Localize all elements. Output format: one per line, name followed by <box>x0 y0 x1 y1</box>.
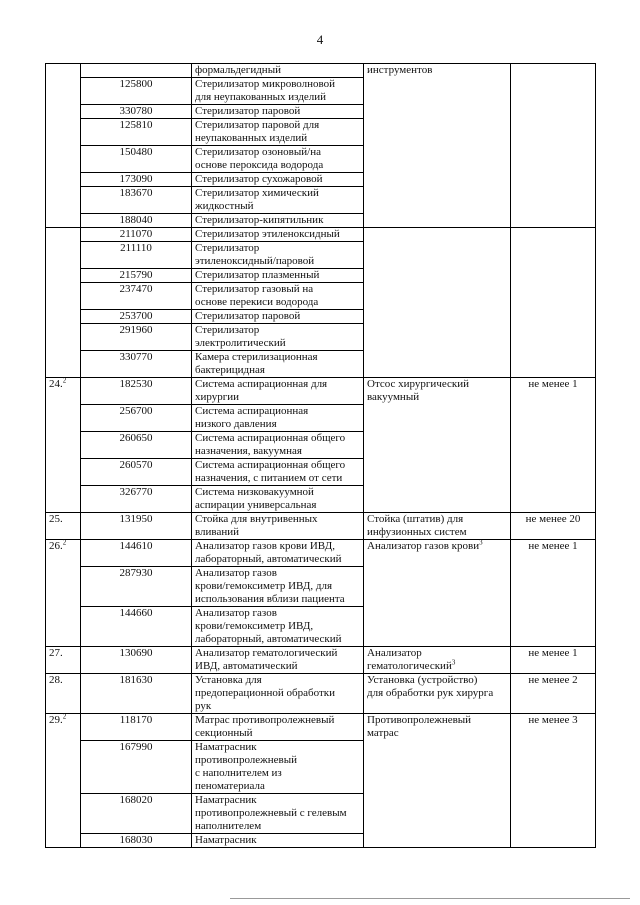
required-quantity <box>511 228 596 378</box>
table-row <box>46 647 596 674</box>
item-number-cell <box>46 64 81 228</box>
item-number: 25. <box>49 513 63 525</box>
device-name-line: назначения, вакуумная <box>195 445 302 457</box>
device-name <box>192 64 364 78</box>
equipment-table-body <box>46 64 596 848</box>
device-name <box>192 834 364 848</box>
item-number-cell <box>46 228 81 378</box>
equipment-type-line <box>367 660 507 673</box>
device-name <box>192 647 364 674</box>
device-code: 125810 <box>81 119 192 146</box>
device-name <box>192 351 364 378</box>
device-name-line: Система аспирационная <box>195 405 309 417</box>
device-name <box>192 310 364 324</box>
equipment-type-text: Отсос хирургический <box>367 378 470 390</box>
device-name-line: Система аспирационная общего <box>195 432 346 444</box>
equipment-type <box>364 674 511 714</box>
equipment-type-line <box>367 714 507 727</box>
required-quantity: не менее 1 <box>511 540 596 647</box>
device-name <box>192 794 364 834</box>
equipment-type-line <box>367 391 507 404</box>
item-number: 26. <box>49 540 63 552</box>
equipment-type-line <box>367 513 507 526</box>
device-name-line: Стойка для внутривенных <box>195 513 318 525</box>
device-name-line: Наматрасник <box>195 741 257 753</box>
device-name-line: электролитический <box>195 337 286 349</box>
device-name-line: Стерилизатор озоновый/на <box>195 146 321 158</box>
device-name-line: предоперационной обработки <box>195 687 336 699</box>
device-name <box>192 378 364 405</box>
device-code: 182530 <box>81 378 192 405</box>
device-code: 150480 <box>81 146 192 173</box>
device-name <box>192 714 364 741</box>
device-code: 211110 <box>81 242 192 269</box>
equipment-type <box>364 228 511 378</box>
device-code: 330780 <box>81 105 192 119</box>
device-name-line: Анализатор газов крови ИВД, <box>195 540 335 552</box>
device-name <box>192 607 364 647</box>
device-name <box>192 214 364 228</box>
equipment-type-line <box>367 687 507 700</box>
equipment-type-line <box>367 727 507 740</box>
device-code: 326770 <box>81 486 192 513</box>
device-name-line: Стерилизатор химический <box>195 187 319 199</box>
equipment-type-text: инфузионных систем <box>367 526 467 538</box>
device-name-line: Анализатор гематологический <box>195 647 338 659</box>
item-number-footnote: 2 <box>62 538 67 547</box>
device-code: 131950 <box>81 513 192 540</box>
device-name-line: Анализатор газов <box>195 567 277 579</box>
equipment-type-line <box>367 540 507 553</box>
device-name-line: Стерилизатор плазменный <box>195 269 320 281</box>
device-code: 181630 <box>81 674 192 714</box>
device-code: 256700 <box>81 405 192 432</box>
device-name <box>192 187 364 214</box>
required-quantity <box>511 64 596 228</box>
item-number: 29. <box>49 714 63 726</box>
required-quantity: не менее 1 <box>511 647 596 674</box>
device-code: 183670 <box>81 187 192 214</box>
equipment-type-text: инструментов <box>367 64 433 76</box>
device-code: 215790 <box>81 269 192 283</box>
device-name-line: Установка для <box>195 674 262 686</box>
table-row <box>46 64 596 78</box>
required-quantity: не менее 2 <box>511 674 596 714</box>
device-name <box>192 513 364 540</box>
device-name-line: Система аспирационная общего <box>195 459 346 471</box>
device-name <box>192 486 364 513</box>
device-name-line: жидкостный <box>195 200 254 212</box>
device-name-line: рук <box>195 700 212 712</box>
table-row <box>46 540 596 567</box>
item-number-footnote: 2 <box>62 376 67 385</box>
equipment-type-text: Противопролежневый <box>367 714 472 726</box>
equipment-type <box>364 714 511 848</box>
device-name-line: Анализатор газов <box>195 607 277 619</box>
device-name-line: с наполнителем из <box>195 767 282 779</box>
device-name-line: Стерилизатор газовый на <box>195 283 314 295</box>
device-name <box>192 242 364 269</box>
device-name <box>192 674 364 714</box>
device-name-line: лабораторный, автоматический <box>195 633 342 645</box>
equipment-type-footnote: 3 <box>451 658 456 667</box>
equipment-type-line <box>367 64 507 77</box>
device-name-line: основе пероксида водорода <box>195 159 324 171</box>
table-row <box>46 674 596 714</box>
device-name <box>192 105 364 119</box>
item-number-footnote: 2 <box>62 712 67 721</box>
device-name-line: крови/гемоксиметр ИВД, для <box>195 580 333 592</box>
device-name-line: хирургии <box>195 391 240 403</box>
required-quantity: не менее 3 <box>511 714 596 848</box>
device-code: 173090 <box>81 173 192 187</box>
item-number-cell <box>46 647 81 674</box>
item-number-cell <box>46 378 81 513</box>
table-row <box>46 378 596 405</box>
device-name <box>192 324 364 351</box>
equipment-type-line <box>367 674 507 687</box>
equipment-type <box>364 513 511 540</box>
device-name-line: ИВД, автоматический <box>195 660 298 672</box>
device-name <box>192 173 364 187</box>
device-name-line: крови/гемоксиметр ИВД, <box>195 620 314 632</box>
equipment-type-text: Анализатор газов крови <box>367 540 480 552</box>
device-name-line: Стерилизатор паровой <box>195 105 301 117</box>
device-code: 330770 <box>81 351 192 378</box>
equipment-type-text: гематологический <box>367 660 452 672</box>
device-name-line: противопролежневый <box>195 754 298 766</box>
table-row <box>46 513 596 540</box>
device-name-line: Стерилизатор микроволновой <box>195 78 336 90</box>
device-name-line: бактерицидная <box>195 364 265 376</box>
device-name-line: формальдегидный <box>195 64 281 76</box>
device-code: 211070 <box>81 228 192 242</box>
device-name <box>192 283 364 310</box>
table-row <box>46 714 596 741</box>
device-name-line: Стерилизатор паровой <box>195 310 301 322</box>
device-code: 291960 <box>81 324 192 351</box>
equipment-type <box>364 540 511 647</box>
device-code: 260570 <box>81 459 192 486</box>
device-name-line: Стерилизатор <box>195 324 260 336</box>
item-number: 24. <box>49 378 63 390</box>
item-number-cell <box>46 513 81 540</box>
device-name-line: лабораторный, автоматический <box>195 553 342 565</box>
device-name-line: наполнителем <box>195 820 262 832</box>
device-name-line: этиленоксидный/паровой <box>195 255 315 267</box>
device-name-line: Стерилизатор этиленоксидный <box>195 228 340 240</box>
device-name-line: пеноматериала <box>195 780 265 792</box>
equipment-type <box>364 647 511 674</box>
device-name-line: использования вблизи пациента <box>195 593 345 605</box>
device-name <box>192 405 364 432</box>
page-edge-line <box>230 898 630 899</box>
device-code: 118170 <box>81 714 192 741</box>
device-code: 168030 <box>81 834 192 848</box>
device-code: 237470 <box>81 283 192 310</box>
equipment-type-footnote: 3 <box>479 538 483 547</box>
page-number: 4 <box>316 32 324 47</box>
device-name-line: назначения, с питанием от сети <box>195 472 343 484</box>
device-name <box>192 78 364 105</box>
device-name <box>192 269 364 283</box>
device-name <box>192 567 364 607</box>
required-quantity: не менее 1 <box>511 378 596 513</box>
equipment-type-line <box>367 526 507 539</box>
device-name-line: Стерилизатор паровой для <box>195 119 320 131</box>
device-code: 287930 <box>81 567 192 607</box>
device-name <box>192 540 364 567</box>
item-number-cell <box>46 714 81 848</box>
device-name-line: Стерилизатор сухожаровой <box>195 173 323 185</box>
device-name-line: Камера стерилизационная <box>195 351 318 363</box>
device-name <box>192 741 364 794</box>
device-name <box>192 228 364 242</box>
device-name-line: аспирации универсальная <box>195 499 317 511</box>
device-name-line: низкого давления <box>195 418 277 430</box>
required-quantity: не менее 20 <box>511 513 596 540</box>
device-code: 253700 <box>81 310 192 324</box>
table-row <box>46 228 596 242</box>
device-name-line: противопролежневый с гелевым <box>195 807 347 819</box>
equipment-type-text: матрас <box>367 727 399 739</box>
device-name-line: секционный <box>195 727 253 739</box>
device-code: 188040 <box>81 214 192 228</box>
device-name <box>192 459 364 486</box>
device-name-line: Система низковакуумной <box>195 486 314 498</box>
equipment-type-text: Стойка (штатив) для <box>367 513 464 525</box>
equipment-type-text: Анализатор <box>367 647 422 659</box>
device-code <box>81 64 192 78</box>
device-name-line: Наматрасник <box>195 834 257 846</box>
device-code: 125800 <box>81 78 192 105</box>
equipment-type-line <box>367 378 507 391</box>
device-name-line: для неупакованных изделий <box>195 91 327 103</box>
device-code: 144660 <box>81 607 192 647</box>
device-code: 260650 <box>81 432 192 459</box>
device-code: 144610 <box>81 540 192 567</box>
device-name <box>192 119 364 146</box>
equipment-type-text: вакуумный <box>367 391 420 403</box>
equipment-type-text: для обработки рук хирурга <box>367 687 494 699</box>
device-name <box>192 146 364 173</box>
equipment-type-text: Установка (устройство) <box>367 674 478 686</box>
item-number-cell <box>46 540 81 647</box>
device-name-line: Стерилизатор <box>195 242 260 254</box>
device-name-line: Стерилизатор-кипятильник <box>195 214 324 226</box>
item-number: 28. <box>49 674 63 686</box>
device-code: 167990 <box>81 741 192 794</box>
device-name-line: вливаний <box>195 526 240 538</box>
equipment-type <box>364 378 511 513</box>
item-number: 27. <box>49 647 63 659</box>
equipment-type-line <box>367 647 507 660</box>
equipment-table <box>45 63 596 848</box>
device-name-line: Система аспирационная для <box>195 378 328 390</box>
device-name-line: основе перекиси водорода <box>195 296 319 308</box>
device-name-line: Наматрасник <box>195 794 257 806</box>
device-code: 130690 <box>81 647 192 674</box>
item-number-cell <box>46 674 81 714</box>
device-name-line: неупакованных изделий <box>195 132 308 144</box>
device-name <box>192 432 364 459</box>
device-name-line: Матрас противопролежневый <box>195 714 335 726</box>
device-code: 168020 <box>81 794 192 834</box>
equipment-type <box>364 64 511 228</box>
